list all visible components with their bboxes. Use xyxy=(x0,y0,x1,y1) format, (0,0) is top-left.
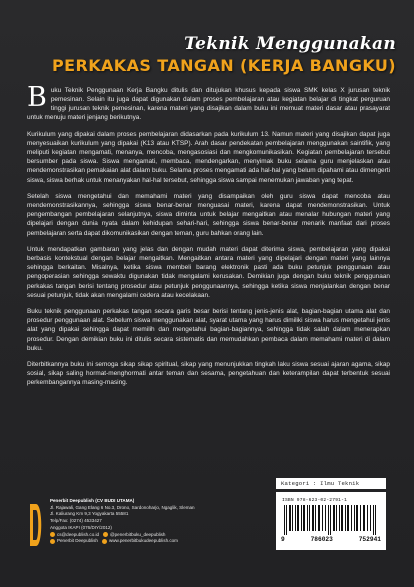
blurb-paragraph: Diterbitkannya buku ini semoga sikap sikap spiritual, sikap yang menunjukkan tingkah laku siswa sesuai ajaran agama, sikap sosial, sikap saling hormat-menghormati antar teman dan sesama, pengetahuan dan keterampilan dapat terbentuk sesuai perkembangannya masing-masing. xyxy=(27,361,390,387)
publisher-name: Penerbit Deepublish (CV BUDI UTAMA) xyxy=(50,498,135,503)
facebook-icon xyxy=(50,539,55,544)
barcode-digit-first: 9 xyxy=(281,536,285,543)
twitter-icon xyxy=(103,532,108,537)
blurb-paragraph: Untuk mendapatkan gambaran yang jelas dan dengan mudah materi dapat diterima siswa, pembelajaran yang dipakai berbasis kontekstual dengan belajar mengaitkan. Mengaitkan antara materi yang dipelajari dengan materi yang lainnya sehingga berkaitan. Misalnya, ketika siswa membeli barang elektronik pasti ada buku petunjuk penggunaan atau pengoperasian sehingga sewaktu digunakan tidak mengalami kerusakan. Demikian juga dengan buku teknik penggunaan perkakas tangan berisi tentang prosedur atau petunjuk penggunaannya, sehingga ketika siswa menjalankan dengan benar sesuai petunjuk, tidak akan mengalami cedera atau kecelakaan. xyxy=(27,245,390,299)
publisher-facebook: Penerbit Deepublish xyxy=(57,538,98,544)
title-line-2: PERKAKAS TANGAN (KERJA BANGKU) xyxy=(52,56,396,75)
publisher-twitter: @penerbitbuku_deepublish xyxy=(110,531,166,537)
barcode-icon xyxy=(282,505,380,535)
blurb xyxy=(27,82,390,395)
barcode-digits-mid: 786023 xyxy=(310,536,333,543)
isbn-barcode-box xyxy=(276,492,386,550)
blurb-paragraph-text: uku Teknik Penggunaan Kerja Bangku ditulis dan ditujukan khusus kepada siswa SMK kelas X jurusan teknik pemesinan. Selain itu juga dapat digunakan dalam proses pembelajaran atau kegiatan belajar di tingkat perguruan tinggi jurusan teknik pemesinan, karena materi yang disajikan dalam buku ini memuat materi dasar atau prasayarat untuk menuju materi jenjang berikutnya. xyxy=(27,87,390,122)
publisher-address-1: Jl. Rajawali, Gang Elang 6 No.3, Drono, Sardonoharjo, Ngaglik, Sleman xyxy=(50,504,195,510)
publisher-social-row-1 xyxy=(50,532,230,539)
publisher-info xyxy=(50,498,230,545)
publisher-email: cs@deepublish.co.id xyxy=(57,531,100,537)
blurb-paragraph: Buku teknik penggunaan perkakas tangan secara garis besar berisi tentang jenis-jenis alat, bagian-bagian utama alat dan prosedur penggunaan alat. Sebelum siswa menggunakan alat, syarat utama yang harus dimiliki siswa harus mengetahui jenis alat yang dipakai sehingga dapat memilih dan mengetahui bagian-bagiannya, sehingga tidak salah dalam menerapkan prosedur. Dengan demikian buku ini ditulis secara sistematis dan memudahkan pembaca dalam memahami materi di dalam buku. xyxy=(27,308,390,352)
barcode-digits xyxy=(278,536,384,543)
title-line-1: Teknik Menggunakan xyxy=(184,34,396,54)
blurb-paragraph xyxy=(27,82,390,123)
globe-icon xyxy=(102,539,107,544)
publisher-website: www.penerbitbukudeepublish.com xyxy=(108,538,178,544)
publisher-logo-icon xyxy=(27,502,45,548)
publisher-phone: Telp/Fax: (0274) 4533427 xyxy=(50,518,102,524)
blurb-paragraph: Kurikulum yang dipakai dalam proses pembelajaran didasarkan pada kurikulum 13. Namun materi yang disajikan dapat juga menyesuaikan kurikulum yang dipakai (K13 atau KTSP). Arah dasar pendekatan pembelajaran menggunakan saintifik, yang meliputi kegiatan mengamati, menanya, mencoba, mengasosiasi dan mengkomunikasikan. Kegiatan pembelajaran tersebut bersumber pada siswa. Siswa mengamati, membaca, mendengarkan, menyimak buku selama guru menjelaskan atau mendemonstrasikan pemakaian alat dalam buku. Selama proses mengamati ada hal-hal yang belum dipahami atau dimengerti siswa, siswa berhak untuk menanyakan hal-hal tersebut, sehingga siswa sampai menemukan jawaban yang tepat. xyxy=(27,130,390,184)
email-icon xyxy=(50,532,55,537)
publisher-social-row-2 xyxy=(50,538,230,545)
publisher-ikapi: Anggota IKAPI (076/DIY/2012) xyxy=(50,524,112,530)
blurb-paragraph: Setelah siswa mengetahui dan memahami materi yang disampaikan oleh guru siswa dapat mencoba atau mendemonstrasikannya, sehingga siswa benar-benar menguasai materi, karena dapat mendemonstrasikan. Untuk pengembangan pembelajaran selanjutnya, siswa diminta untuk belajar mengaitkan atau menalar hubungan materi yang dipelajari dengan dunia nyata dalam kehidupan sehari-hari, sehingga siswa benar-benar menarik manfaat dari proses pembelajaran serta dapat dikomunikasikan dengan teman, guru bahkan orang lain. xyxy=(27,192,390,237)
category-label: Kategori : Ilmu Teknik xyxy=(276,478,386,489)
barcode-digits-last: 752941 xyxy=(358,536,381,543)
dropcap: B xyxy=(27,82,47,113)
publisher-address-2: Jl. Kaliurang Km 9,3 Yogyakarta 55581 xyxy=(50,511,129,517)
isbn-label: ISBN 978-623-02-2791-1 xyxy=(282,498,348,503)
